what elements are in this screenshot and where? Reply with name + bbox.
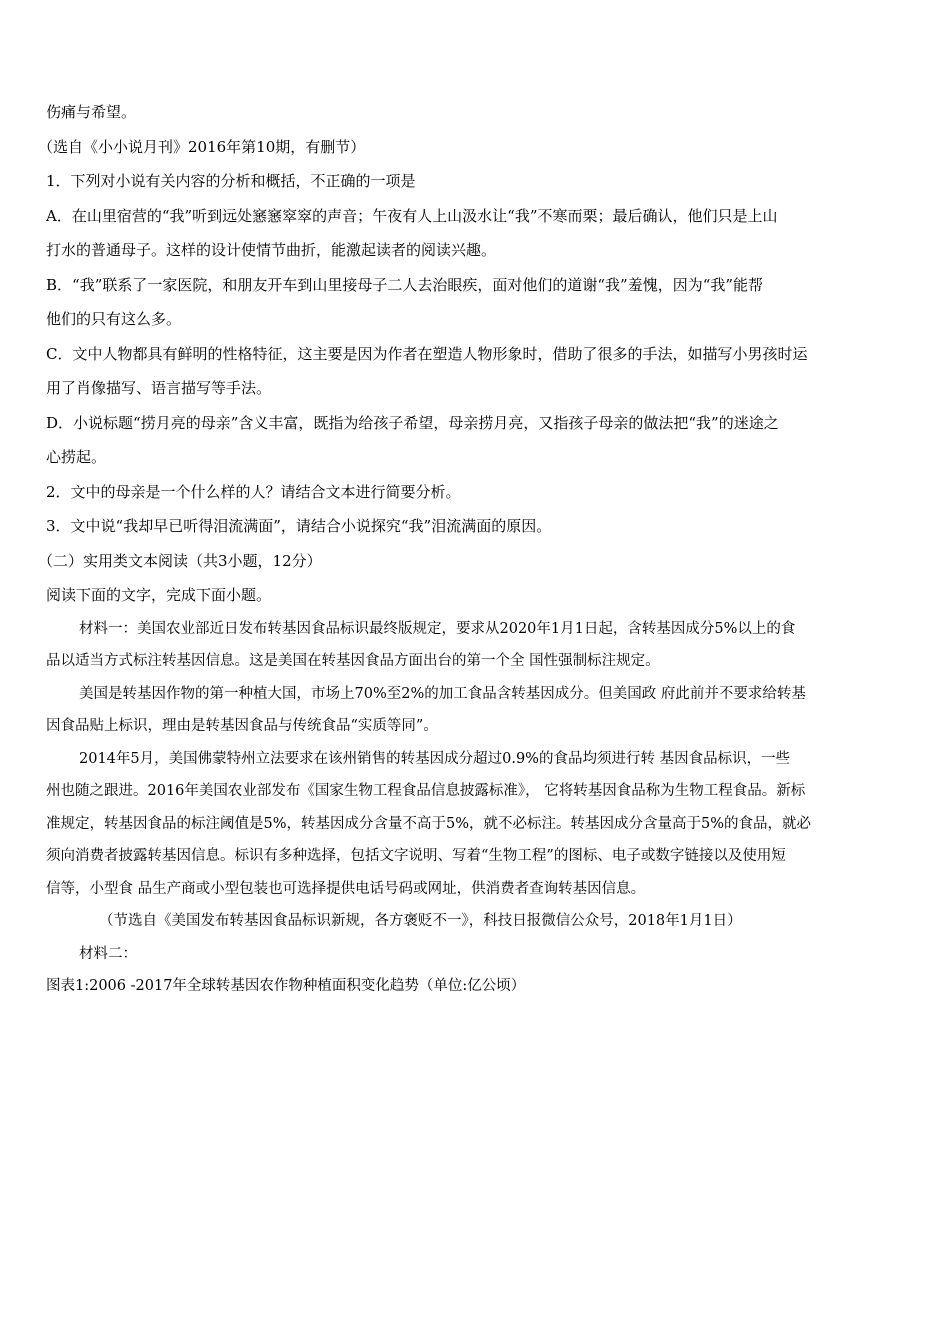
question-1-option-b: B．“我”联系了一家医院，和朋友开车到山里接母子二人去治眼疾，面对他们的道谢“我”羞愧，因为“我”能帮 [46,275,764,294]
material-1-source: （节选自《美国发布转基因食品标识新规，各方褒贬不一》，科技日报微信公众号，2018年1月1日） [99,913,742,929]
figure-caption: 图表1:2006 -2017年全球转基因农作物种植面积变化趋势（单位:亿公顷） [46,978,526,994]
question-1-stem: 1．下列对小说有关内容的分析和概括，不正确的一项是 [46,172,416,190]
question-1-option-d-continued: 心捞起。 [46,448,107,466]
material-1-paragraph-3-line-2: 州也随之跟进。2016年美国农业部发布《国家生物工程食品信息披露标准》， 它将转基因食品称为生物工程食品。新标 [46,783,806,799]
story-ending: 伤痛与希望。 [46,103,137,121]
material-1-paragraph-3-line-4: 须向消费者披露转基因信息。标识有多种选择，包括文字说明、写着“生物工程”的图标、电子或数字链接以及使用短 [46,848,786,864]
question-1-option-b-continued: 他们的只有这么多。 [46,310,182,328]
question-2: 2．文中的母亲是一个什么样的人？请结合文本进行简要分析。 [46,482,461,501]
question-1-option-a: A．在山里宿营的“我”听到远处窸窸窣窣的声音；午夜有人上山汲水让“我”不寒而栗；最后确认，他们只是上山 [46,206,778,225]
material-2-label: 材料二： [79,945,137,962]
material-1-paragraph-3-line-5: 信等，小型食 品生产商或小型包装也可选择提供电话号码或网址，供消费者查询转基因信息。 [46,880,646,897]
material-1-paragraph-3-line-3: 准规定，转基因食品的标注阈值是5%，转基因成分含量不高于5%，就不必标注。转基因成分含量高于5%的食品，就必 [46,815,812,832]
material-1-paragraph-3: 2014年5月，美国佛蒙特州立法要求在该州销售的转基因成分超过0.9%的食品均须进行转 基因食品标识，一些 [79,750,791,767]
question-1-option-c: C．文中人物都具有鲜明的性格特征，这主要是因为作者在塑造人物形象时，借助了很多的手法，如描写小男孩时运 [46,344,808,363]
document-page [38,95,906,1002]
question-1-option-d: D．小说标题“捞月亮的母亲”含义丰富，既指为给孩子希望，母亲捞月亮，又指孩子母亲的做法把“我”的迷途之 [46,413,779,432]
section-2-heading: （二）实用类文本阅读（共3小题，12分） [38,551,322,570]
section-2-instruction: 阅读下面的文字，完成下面小题。 [46,586,272,604]
question-1-option-a-continued: 打水的普通母子。这样的设计使情节曲折，能激起读者的阅读兴趣。 [46,241,497,259]
material-1-paragraph-2: 美国是转基因作物的第一种植大国，市场上70%至2%的加工食品含转基因成分。但美国政 府此前并不要求给转基 [79,685,806,702]
material-1-paragraph-1: 材料一：美国农业部近日发布转基因食品标识最终版规定，要求从2020年1月1日起，含转基因成分5%以上的食 [79,620,796,637]
question-3: 3．文中说“我却早已听得泪流满面”，请结合小说探究“我”泪流满面的原因。 [46,517,552,535]
material-1-paragraph-1-continued: 品以适当方式标注转基因信息。这是美国在转基因食品方面出台的第一个全 国性强制标注规定。 [46,653,660,669]
story-source: （选自《小小说月刊》2016年第10期，有删节） [38,137,366,156]
question-1-option-c-continued: 用了肖像描写、语言描写等手法。 [46,379,272,397]
material-1-paragraph-2-continued: 因食品贴上标识，理由是转基因食品与传统食品“实质等同”。 [46,718,438,734]
